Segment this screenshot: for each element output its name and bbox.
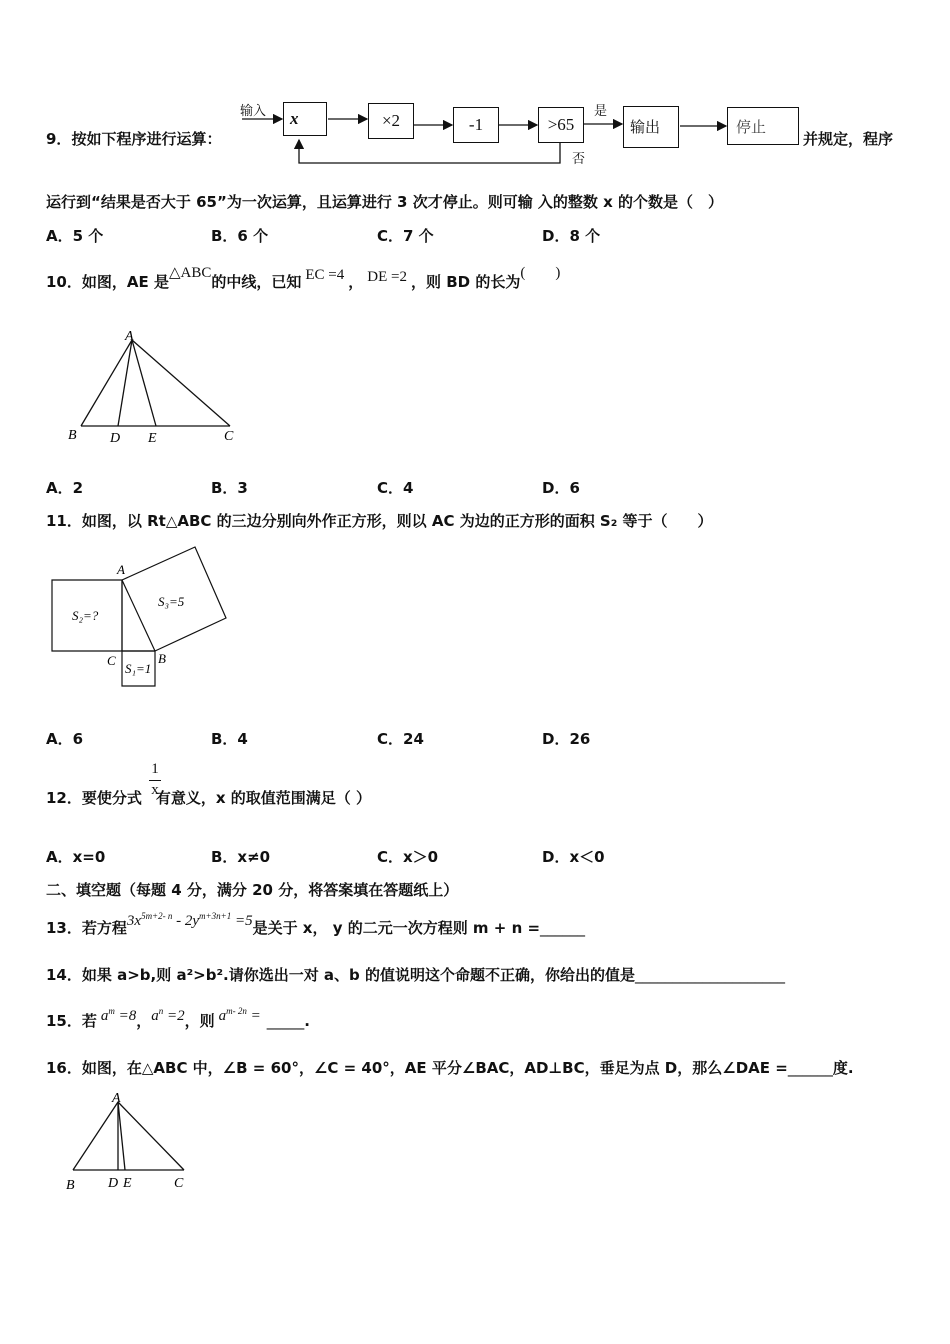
- q13-stem: 13．若方程$3x^{5m+2- n} - 2y^{m+3n+1} =5$是关于 x， y 的二元一次方程则 m + n =______: [46, 911, 586, 937]
- q15-answer-blank[interactable]: _____: [266, 1012, 305, 1030]
- flow-box-stop: 停止: [727, 107, 799, 145]
- q15-stem: 15．若 $a^m =8$，$a^n =2$，则 $a^{m- 2n}$ = _____.: [46, 1006, 310, 1030]
- q10-triangle-figure: [60, 322, 250, 452]
- q10-option-b: B．3: [211, 479, 248, 497]
- q11-squares-figure: [40, 540, 240, 700]
- q16-label-d: D: [108, 1176, 119, 1191]
- q11-label-b: B: [158, 651, 166, 666]
- q14-stem: 14．如果 a>b,则 a²>b².请你选出一对 a、b 的值说明这个命题不正确，你给出的值是____________________: [46, 966, 786, 984]
- q16-label-c: C: [174, 1176, 184, 1191]
- q10-option-d: D．6: [542, 479, 580, 497]
- q16-triangle-figure: [60, 1088, 200, 1198]
- q12-denominator: x: [149, 780, 161, 799]
- flowchart-connectors: [0, 0, 950, 200]
- q10-label-a: A: [125, 329, 134, 344]
- q12-stem: 12．要使分式 有意义，x 的取值范围满足（ ）: [46, 789, 372, 807]
- q16-label-a: A: [112, 1091, 121, 1106]
- q11-option-a: A．6: [46, 730, 84, 748]
- flow-box-gt65: >65: [538, 107, 584, 143]
- q11-stem: 11．如图，以 Rt△ABC 的三边分别向外作正方形，则以 AC 为边的正方形的面积 S₂ 等于（ ）: [46, 512, 713, 530]
- q10-option-c: C．4: [377, 479, 414, 497]
- q16-label-b: B: [66, 1178, 75, 1193]
- q12-option-d: D．x＜0: [542, 848, 605, 866]
- q9-number: 9．按如下程序进行运算：: [46, 130, 222, 148]
- q12-numerator: 1: [151, 761, 159, 777]
- q12-fraction: [149, 761, 161, 799]
- q13-answer-blank[interactable]: ______: [540, 919, 586, 937]
- q11-option-c: C．24: [377, 730, 424, 748]
- flow-box-output: 输出: [623, 106, 679, 148]
- q12-option-b: B．x≠0: [211, 848, 271, 866]
- q14-answer-blank[interactable]: ____________________: [635, 966, 786, 984]
- q11-label-c: C: [107, 653, 116, 668]
- q10-option-a: A．2: [46, 479, 84, 497]
- q10-label-c: C: [224, 429, 234, 444]
- q10-label-e: E: [148, 431, 157, 446]
- q12-option-c: C．x＞0: [377, 848, 439, 866]
- q10-label-d: D: [110, 431, 121, 446]
- q11-label-a: A: [117, 562, 125, 577]
- q11-label-s1: S₁=1: [125, 661, 152, 676]
- flow-box-times2: ×2: [368, 103, 414, 139]
- q9-option-c: C．7 个: [377, 227, 434, 245]
- q10-label-b: B: [68, 428, 77, 443]
- q10-stem: 10．如图，AE 是△ABC的中线，已知 EC =4 ， DE =2 ，则 BD 的长为( ): [46, 265, 561, 291]
- q9-option-b: B．6 个: [211, 227, 269, 245]
- flow-input-label: 输入: [240, 104, 267, 119]
- flow-no-label: 否: [572, 152, 586, 167]
- q9-option-d: D．8 个: [542, 227, 601, 245]
- flow-box-minus1: -1: [453, 107, 499, 143]
- q9-tail: 并规定，程序: [803, 130, 894, 148]
- q11-option-d: D．26: [542, 730, 591, 748]
- q9-option-a: A．5 个: [46, 227, 104, 245]
- q16-stem: 16．如图，在△ABC 中，∠B = 60°，∠C = 40°，AE 平分∠BAC，AD⊥BC，垂足为点 D，那么∠DAE =______度.: [46, 1059, 854, 1077]
- flow-box-x: x: [283, 102, 327, 136]
- q16-answer-blank[interactable]: ______: [787, 1059, 833, 1077]
- flow-yes-label: 是: [594, 104, 608, 119]
- section-2-heading: 二、填空题（每题 4 分，满分 20 分，将答案填在答题纸上）: [46, 881, 459, 899]
- q11-label-s2: S₂=?: [72, 608, 99, 623]
- q12-option-a: A．x=0: [46, 848, 106, 866]
- q11-label-s3: S₃=5: [158, 594, 185, 609]
- q16-label-e: E: [123, 1176, 132, 1191]
- q9-line2: 运行到“结果是否大于 65”为一次运算，且运算进行 3 次才停止。则可输 入的整数 x 的个数是（ ）: [46, 193, 724, 211]
- q11-option-b: B．4: [211, 730, 248, 748]
